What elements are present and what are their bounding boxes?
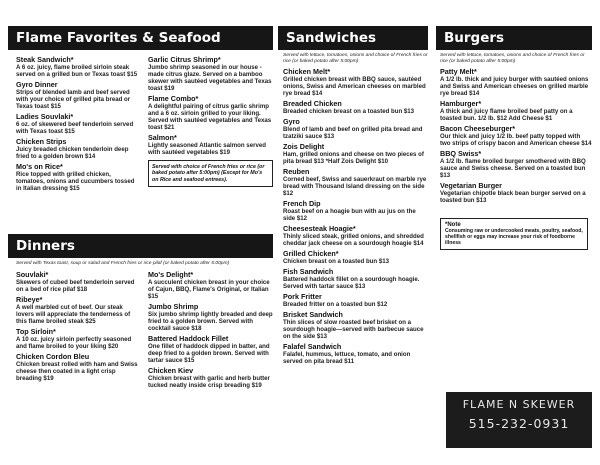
menu-item: Breaded Chicken Breaded chicken breast on a toasted bun $13 [283, 99, 415, 115]
menu-item: Zois Delight Ham, grilled onions and cheese on two pieces of pita bread $13 *Half Zois Delight $10 [283, 142, 424, 165]
note-text: Consuming raw or undercooked meats, poultry, seafood, shellfish or eggs may increase your risk of foodborne illness [445, 228, 583, 246]
brand-phone: 515-232-0931 [468, 416, 570, 431]
menu-item: Bacon Cheeseburger* Our thick and juicy 1/2 lb. beef patty topped with two strips of crispy bacon and American cheese $14 [440, 124, 592, 147]
menu-item: Souvlaki* Skewers of cubed beef tenderloin served on a bed of rice pilaf $18 [16, 269, 135, 293]
burgers-heading: Burgers [436, 26, 592, 50]
menu-item: Steak Sandwich* A 6 oz. juicy, flame broiled sirloin steak served on a grilled bun or Texas toast $15 [16, 55, 138, 78]
note-heading: *Note [445, 222, 461, 228]
flame-heading: Flame Favorites & Seafood [8, 26, 273, 50]
menu-item: Chicken Strips Juicy breaded chicken tenderloin deep fried to a golden brown $14 [16, 137, 129, 160]
dinners-right-list [148, 271, 273, 392]
sandwiches-list [278, 68, 428, 365]
menu-item: Vegetarian Burger Vegetarian chipotle black bean burger served on a toasted bun $13 [440, 181, 586, 204]
sandwiches-note: Served with lettuce, tomatoes, onions and choice of French fries or rice (or baked potato after 5:00pm) [283, 53, 428, 64]
burgers-note: Served with lettuce, tomatoes, onions and choice of French fries or rice (or baked potato after 5:00pm) [440, 53, 585, 64]
menu-item: Garlic Citrus Shrimp* Jumbo shrimp seasoned in our house -made citrus glaze. Served on a bamboo skewer with sautéed vegetables and Texas toast $19 [148, 55, 272, 92]
dinners-left-list [16, 271, 141, 385]
menu-item: Mo's on Rice* Rice topped with grilled chicken, tomatoes, onions and cucumbers tossed in Italian dressing $15 [16, 162, 135, 192]
dinners-section [8, 234, 273, 461]
menu-item: BBQ Swiss* A 1/2 lb. flame broiled burger smothered with BBQ sauce and Swiss cheese. Served on a toasted bun $13 [440, 149, 586, 179]
menu-item: Chicken Kiev Chicken breast with garlic and herb butter tucked neatly inside crisp breading $19 [148, 365, 270, 389]
menu-item: Falafel Sandwich Falafel, hummus, lettuce, tomato, and onion served on pita bread $11 [283, 342, 411, 365]
menu-item: Ribeye* A well marbled cut of beef. Our steak lovers will appreciate the tenderness of this flame broiled steak $25 [16, 294, 131, 325]
sandwiches-section [278, 0, 428, 368]
menu-item: Hamburger* A thick and juicy flame broiled beef patty on a toasted bun. 1/2 lb. $12 Add Cheese $1 [440, 99, 573, 122]
menu-item: Flame Combo* A delightful pairing of citrus garlic shrimp and a 6 oz. sirloin grilled to your liking. Served with sautéed vegetables and Texas toast $21 [148, 94, 272, 131]
menu-item: Ladies Souvlaki* 6 oz. of skewered beef tenderloin served with Texas toast $15 [16, 112, 134, 135]
brand-name: FLAME N SKEWER [462, 398, 576, 411]
brand-logo-block [446, 392, 592, 448]
menu-item: Top Sirloin* A 10 oz. juicy sirloin perfectly seasoned and flame broiled to your liking $20 [16, 326, 132, 350]
menu-item: Reuben Corned beef, Swiss and sauerkraut on marble rye bread with Thousand Island dressing on the side $12 [283, 167, 427, 197]
flame-right-list [148, 56, 273, 187]
menu-item: Battered Haddock Fillet One fillet of haddock dipped in batter, and deep fried to a golden brown. Served with tartar sauce $15 [148, 333, 270, 364]
menu-item: Mo's Delight* A succulent chicken breast in your choice of Cajun, BBQ, Flame's Original, or Italian $15 [148, 269, 270, 300]
menu-item: Gyro Blend of lamb and beef on grilled pita bread and tzatziki sauce $13 [283, 117, 423, 140]
menu-item: Gyro Dinner Strips of blended lamb and beef served with your choice of grilled pita bread or Texas toast $15 [16, 80, 131, 110]
menu-item: Pork Fritter Breaded fritter on a toasted bun $12 [283, 292, 388, 308]
dinners-heading: Dinners [8, 234, 273, 258]
menu-item: Jumbo Shrimp Six jumbo shrimp lightly breaded and deep fried to a golden brown. Served with cocktail sauce $18 [148, 301, 273, 332]
menu-item: French Dip Roast beef on a hoagie bun with au jus on the side $12 [283, 199, 416, 222]
dinners-note: Served with Texas toast, soup or salad and French fries or rice pilaf (or baked potato after 5:00pm) [16, 261, 230, 266]
flame-section [8, 0, 273, 251]
burgers-section [436, 0, 592, 250]
menu-item: Patty Melt* A 1/2 lb. thick and juicy burger with sautéed onions and Swiss and American cheeses on grilled marble rye bread $14 [440, 67, 589, 97]
menu-item: Cheesesteak Hoagie* Thinly sliced steak, grilled onions, and shredded cheddar jack cheese on a sourdough hoagie $14 [283, 224, 424, 247]
menu-item: Grilled Chicken* Chicken breast on a toasted bun $13 [283, 249, 389, 265]
menu-item: Chicken Cordon Bleu Chicken breast rolled with ham and Swiss cheese then coated in a light crisp breading $19 [16, 351, 138, 382]
menu-item: Salmon* Lightly seasoned Atlantic salmon served with sautéed vegetables $19 [148, 133, 266, 156]
sandwiches-heading: Sandwiches [278, 26, 428, 50]
menu-item: Chicken Melt* Grilled chicken breast with BBQ sauce, sautéed onions, Swiss and American cheeses on marbled rye bread $14 [283, 67, 426, 97]
flame-left-list [16, 56, 141, 195]
menu-item: Fish Sandwich Battered haddock fillet on a sourdough hoagie. Served with tartar sauce $13 [283, 267, 420, 290]
sides-note-box: Served with choice of French fries or rice (or baked potato after 5:00pm) (Except for Mo's on Rice and seafood entrees). [148, 160, 273, 187]
menu-item: Brisket Sandwich Thin slices of slow roasted beef brisket on a sourdough hoagie—served with barbecue sauce on the side $13 [283, 310, 424, 340]
burgers-list [436, 68, 592, 204]
food-safety-note [440, 218, 588, 250]
